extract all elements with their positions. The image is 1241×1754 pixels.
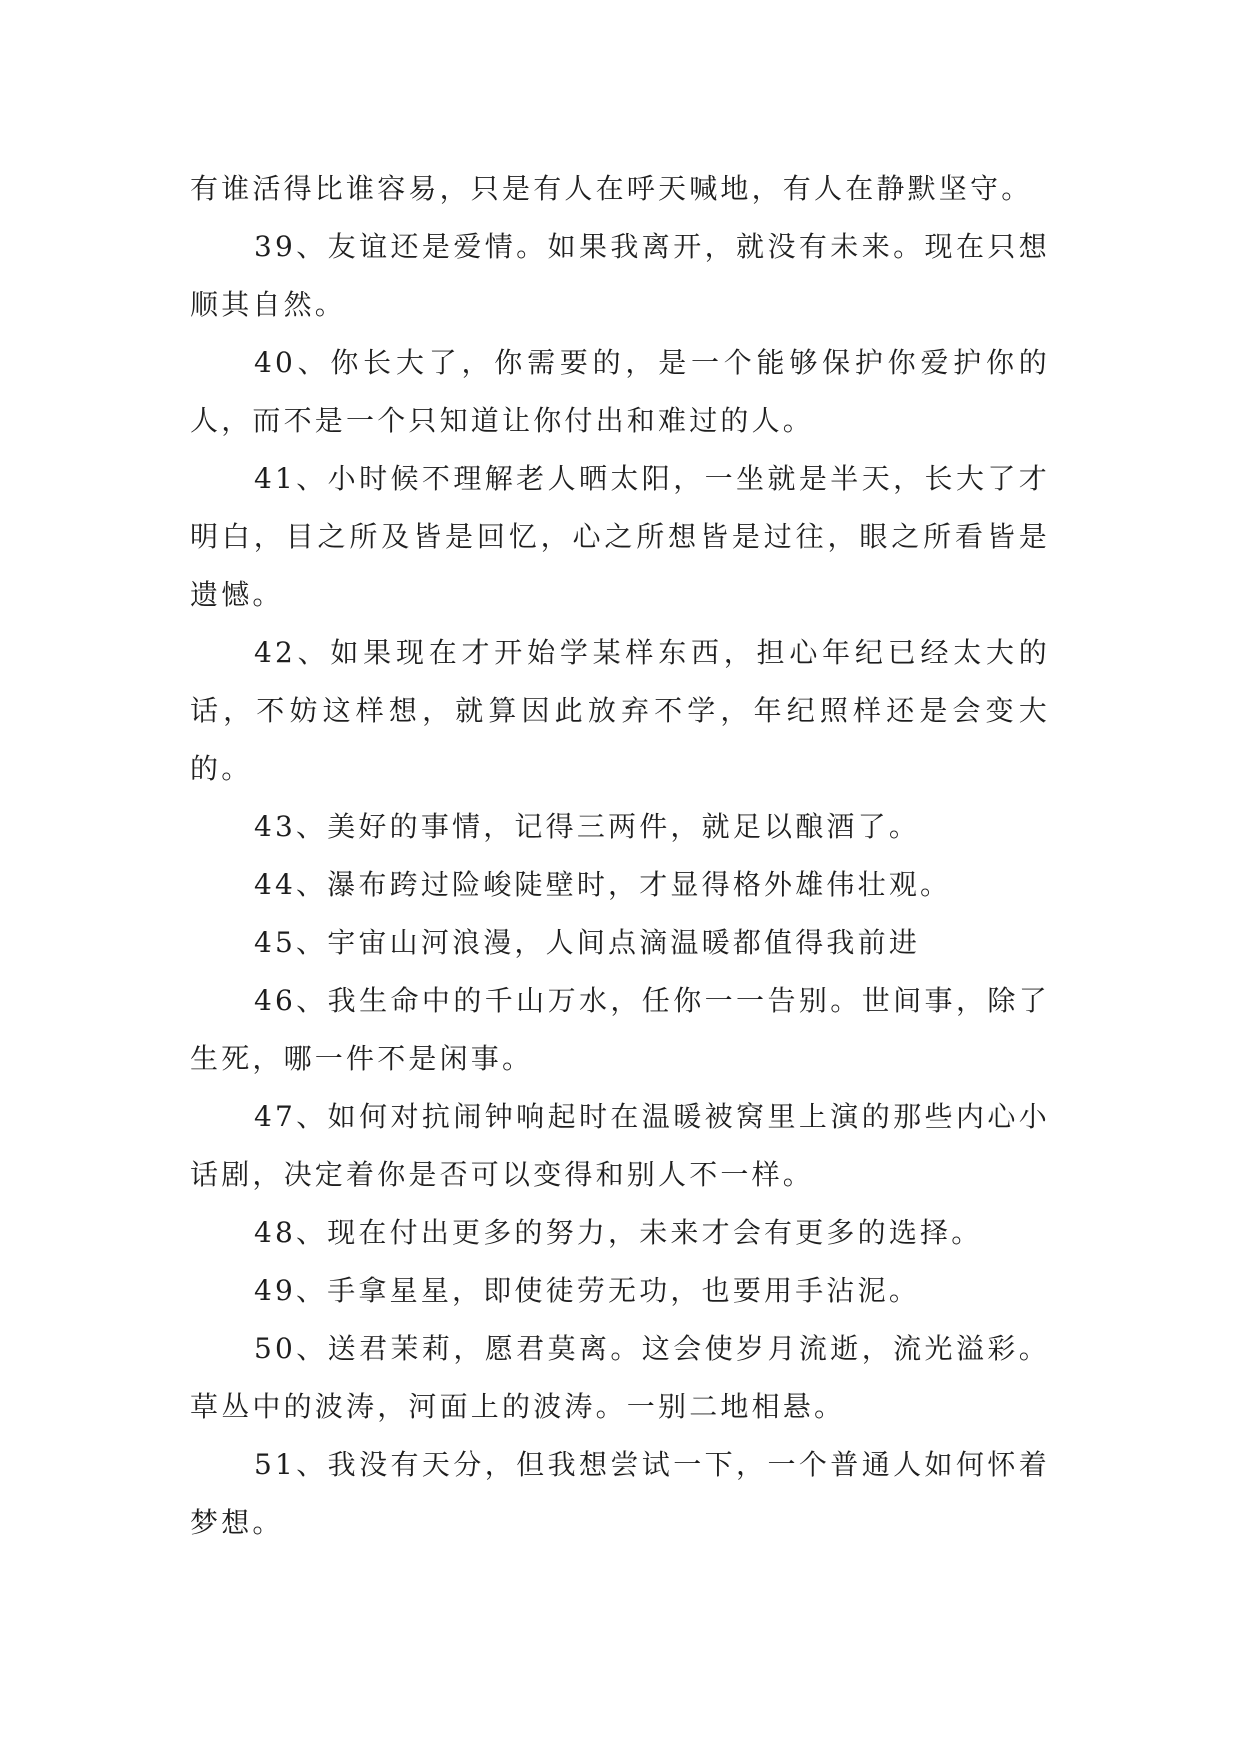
paragraph-48: 48、现在付出更多的努力，未来才会有更多的选择。 [254,1216,983,1249]
paragraph-continuation: 有谁活得比谁容易，只是有人在呼天喊地，有人在静默坚守。 [190,172,1033,205]
paragraph-45: 45、宇宙山河浪漫，人间点滴温暖都值得我前进 [254,926,921,959]
paragraph-46: 46、我生命中的千山万水，任你一一告别。世间事，除了生死，哪一件不是闲事。 [190,984,1050,1075]
paragraph-41: 41、小时候不理解老人晒太阳，一坐就是半天，长大了才明白，目之所及皆是回忆，心之所想皆是过往，眼之所看皆是遗憾。 [190,462,1050,611]
paragraph-42: 42、如果现在才开始学某样东西，担心年纪已经太大的话，不妨这样想，就算因此放弃不学，年纪照样还是会变大的。 [190,636,1050,785]
paragraph-43: 43、美好的事情，记得三两件，就足以酿酒了。 [254,810,921,843]
paragraph-40: 40、你长大了，你需要的，是一个能够保护你爱护你的人，而不是一个只知道让你付出和难过的人。 [190,346,1050,437]
paragraph-47: 47、如何对抗闹钟响起时在温暖被窝里上演的那些内心小话剧，决定着你是否可以变得和别人不一样。 [190,1100,1050,1191]
paragraph-44: 44、瀑布跨过险峻陡壁时，才显得格外雄伟壮观。 [254,868,952,901]
paragraph-50: 50、送君茉莉，愿君莫离。这会使岁月流逝，流光溢彩。草丛中的波涛，河面上的波涛。一别二地相悬。 [190,1332,1050,1423]
paragraph-39: 39、友谊还是爱情。如果我离开，就没有未来。现在只想顺其自然。 [190,230,1050,321]
paragraph-49: 49、手拿星星，即使徒劳无功，也要用手沾泥。 [254,1274,921,1307]
paragraph-51: 51、我没有天分，但我想尝试一下，一个普通人如何怀着梦想。 [190,1448,1050,1539]
document-body [190,160,1050,1552]
